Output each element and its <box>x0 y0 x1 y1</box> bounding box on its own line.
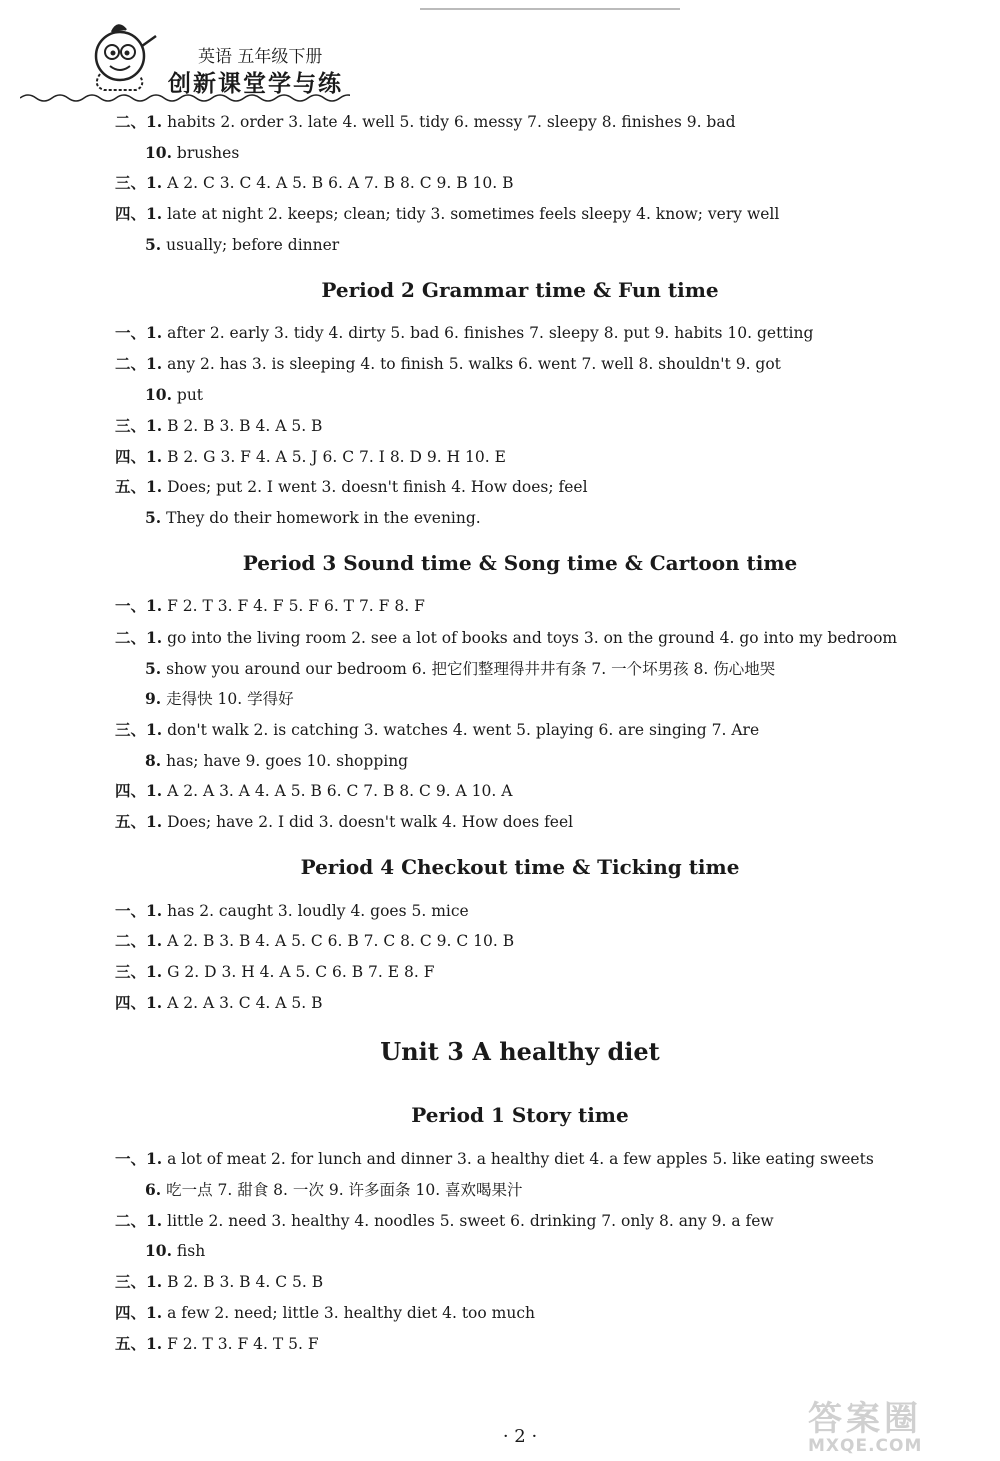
answer-row: 9. 走得快 10. 学得好 <box>145 689 294 708</box>
page-number: · 2 · <box>502 1426 538 1447</box>
answer-row: 四、1. A 2. A 3. C 4. A 5. B <box>115 993 323 1012</box>
answer-row: 二、1. little 2. need 3. healthy 4. noodles 5. sweet 6. drinking 7. only 8. any 9. a few <box>115 1211 774 1230</box>
answer-row: 5. They do their homework in the evening. <box>145 508 481 527</box>
mascot-icon <box>82 16 162 96</box>
answer-row: 三、1. A 2. C 3. C 4. A 5. B 6. A 7. B 8. C 9. B 10. B <box>115 173 514 192</box>
answer-row: 5. usually; before dinner <box>145 235 340 254</box>
watermark-logo: 答案圈 MXQE.COM <box>808 1399 923 1456</box>
answer-row: 四、1. late at night 2. keeps; clean; tidy 3. sometimes feels sleepy 4. know; very well <box>115 204 780 223</box>
section-heading-period-4: Period 4 Checkout time & Ticking time <box>300 855 740 879</box>
answer-row: 三、1. don't walk 2. is catching 3. watches 4. went 5. playing 6. are singing 7. Are <box>115 720 760 739</box>
answer-row: 四、1. A 2. A 3. A 4. A 5. B 6. C 7. B 8. C 9. A 10. A <box>115 781 513 800</box>
header-book-title: 创新课堂学与练 <box>168 71 343 97</box>
answer-row: 6. 吃一点 7. 甜食 8. 一次 9. 许多面条 10. 喜欢喝果汁 <box>145 1180 523 1199</box>
answer-row: 一、1. has 2. caught 3. loudly 4. goes 5. mice <box>115 901 469 920</box>
answer-row: 10. brushes <box>145 143 240 162</box>
unit-heading: Unit 3 A healthy diet <box>380 1037 660 1066</box>
page-header <box>20 10 350 100</box>
answer-row: 一、1. F 2. T 3. F 4. F 5. F 6. T 7. F 8. F <box>115 596 425 615</box>
answer-row: 五、1. Does; have 2. I did 3. doesn't walk 4. How does feel <box>115 812 574 831</box>
answer-row: 一、1. a lot of meat 2. for lunch and dinner 3. a healthy diet 4. a few apples 5. like eating sweets <box>115 1149 874 1168</box>
answer-row: 8. has; have 9. goes 10. shopping <box>145 751 409 770</box>
answer-row: 五、1. F 2. T 3. F 4. T 5. F <box>115 1334 319 1353</box>
answer-row: 二、1. go into the living room 2. see a lot of books and toys 3. on the ground 4. go into my bedroom <box>115 628 898 647</box>
answer-row: 二、1. habits 2. order 3. late 4. well 5. tidy 6. messy 7. sleepy 8. finishes 9. bad <box>115 112 736 131</box>
answer-row: 五、1. Does; put 2. I went 3. doesn't finish 4. How does; feel <box>115 477 588 496</box>
answer-row: 5. show you around our bedroom 6. 把它们整理得井井有条 7. 一个坏男孩 8. 伤心地哭 <box>145 659 776 678</box>
section-heading-unit3-period-1: Period 1 Story time <box>411 1103 629 1127</box>
answer-row: 10. put <box>145 385 204 404</box>
answer-row: 三、1. B 2. B 3. B 4. A 5. B <box>115 416 323 435</box>
answer-row: 三、1. B 2. B 3. B 4. C 5. B <box>115 1272 324 1291</box>
answer-row: 一、1. after 2. early 3. tidy 4. dirty 5. bad 6. finishes 7. sleepy 8. put 9. habits 10. getting <box>115 323 814 342</box>
answer-row: 二、1. any 2. has 3. is sleeping 4. to finish 5. walks 6. went 7. well 8. shouldn't 9. got <box>115 354 781 373</box>
answer-row: 四、1. B 2. G 3. F 4. A 5. J 6. C 7. I 8. D 9. H 10. E <box>115 447 506 466</box>
section-heading-period-3: Period 3 Sound time & Song time & Cartoon time <box>242 551 798 575</box>
answer-row: 四、1. a few 2. need; little 3. healthy diet 4. too much <box>115 1303 535 1322</box>
header-subject: 英语 五年级下册 <box>198 47 323 67</box>
section-heading-period-2: Period 2 Grammar time & Fun time <box>321 278 719 302</box>
answer-row: 二、1. A 2. B 3. B 4. A 5. C 6. B 7. C 8. C 9. C 10. B <box>115 931 515 950</box>
answer-row: 10. fish <box>145 1241 206 1260</box>
top-rule <box>420 8 680 10</box>
answer-row: 三、1. G 2. D 3. H 4. A 5. C 6. B 7. E 8. F <box>115 962 435 981</box>
header-wave-divider <box>20 92 350 104</box>
